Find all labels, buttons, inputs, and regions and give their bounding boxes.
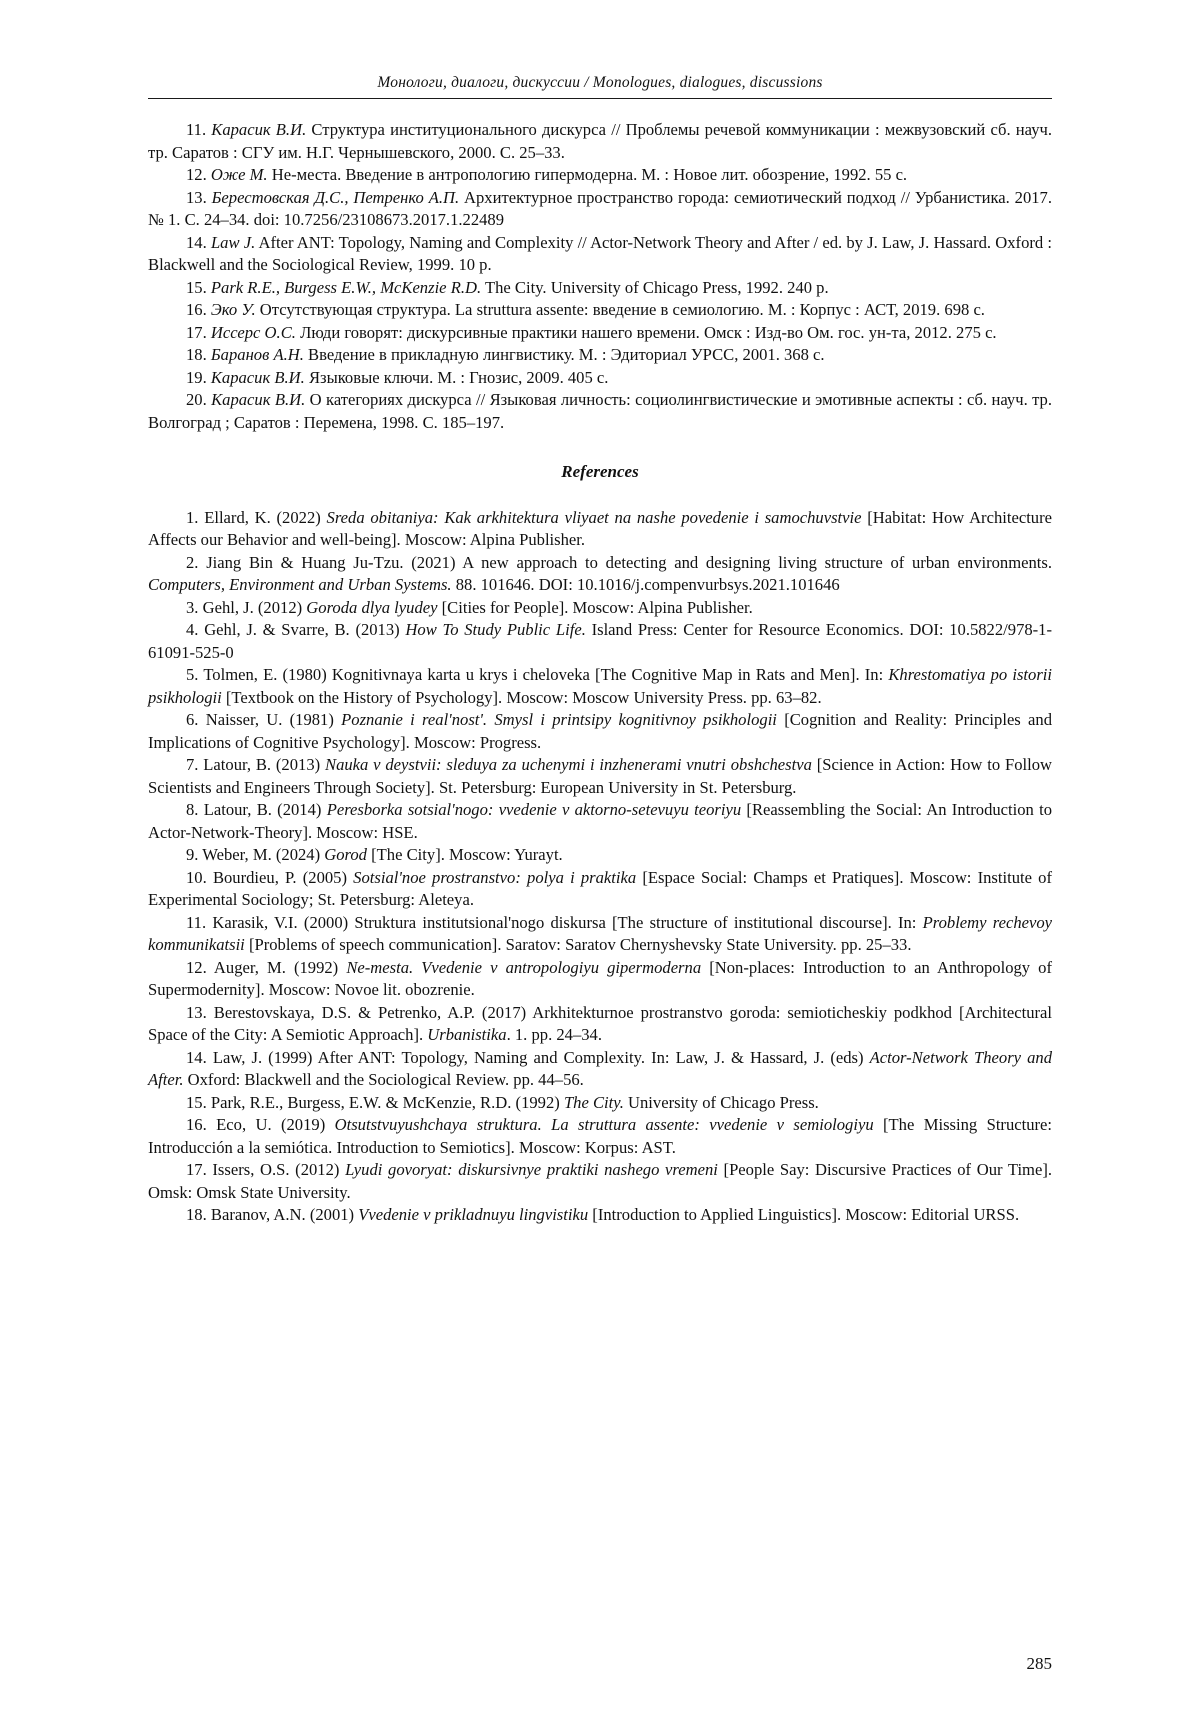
reference-segment: University of Chicago Press. [623, 1092, 819, 1112]
reference-item [148, 232, 1052, 277]
reference-item [148, 1114, 1052, 1159]
reference-segment: Gehl, J. & Svarre, B. (2013) [204, 620, 406, 639]
reference-segment-italic: Карасик В.И. [210, 367, 305, 387]
reference-item [148, 912, 1052, 957]
running-header-title: Монологи, диалоги, дискуссии / Monologues, dialogues, discussions [377, 74, 823, 91]
reference-number: 14. [186, 232, 211, 252]
reference-segment-italic: Ne-mesta. Vvedenie v antropologiyu gipermoderna [346, 957, 702, 977]
reference-item [148, 277, 1052, 300]
reference-segment: Языковые ключи. М. : Гнозис, 2009. 405 с. [304, 367, 609, 387]
reference-item [148, 754, 1052, 799]
reference-number: 11. [186, 912, 213, 932]
reference-item [148, 552, 1052, 597]
reference-item [148, 1159, 1052, 1204]
reference-segment: Latour, B. (2014) [203, 800, 327, 819]
reference-item [148, 119, 1052, 164]
reference-number: 6. [186, 710, 206, 729]
reference-segment: 88. 101646. DOI: 10.1016/j.compenvurbsys.2021.101646 [451, 575, 840, 594]
running-header [0, 0, 1200, 99]
reference-number: 18. [186, 345, 211, 364]
reference-item [148, 1047, 1052, 1092]
reference-segment: Люди говорят: дискурсивные практики нашего времени. Омск : Изд-во Ом. гос. ун-та, 2012. 275 с. [295, 322, 997, 342]
reference-item [148, 664, 1052, 709]
reference-segment-italic: Карасик В.И. [211, 120, 307, 139]
reference-number: 15. [186, 277, 211, 297]
reference-segment: [Problems of speech communication]. Saratov: Saratov Chernyshevsky State University. pp. 25–33. [244, 935, 912, 954]
reference-segment-italic: Law J. [210, 232, 256, 252]
reference-segment: Bourdieu, P. (2005) [212, 867, 354, 887]
reference-item [148, 389, 1052, 434]
reference-segment: [Cities for People]. Moscow: Alpina Publisher. [437, 597, 753, 617]
reference-segment: [Textbook on the History of Psychology]. Moscow: Moscow University Press. pp. 63–82. [221, 687, 822, 707]
reference-number: 18. [186, 1205, 211, 1224]
reference-segment-italic: Баранов А.Н. [210, 345, 304, 364]
reference-number: 5. [186, 665, 204, 684]
reference-item [148, 299, 1052, 322]
reference-number: 13. [186, 1002, 214, 1022]
reference-number: 13. [186, 187, 212, 207]
reference-segment-italic: Карасик В.И. [211, 390, 306, 409]
reference-segment: [Introduction to Applied Linguistics]. Moscow: Editorial URSS. [588, 1205, 1020, 1224]
reference-segment-italic: Urbanistika [427, 1025, 507, 1044]
reference-number: 12. [186, 957, 214, 977]
reference-number: 17. [186, 322, 211, 342]
reference-segment-italic: Gorod [324, 845, 367, 864]
reference-segment: [Reassembling the Social: An Introduction to Actor-Network-Theory]. Moscow: HSE. [148, 800, 1053, 842]
reference-number: 19. [186, 367, 211, 387]
reference-segment: Law, J. (1999) After ANT: Topology, Naming and Complexity. In: Law, J. & Hassard, J. (eds) [212, 1047, 870, 1067]
reference-segment-italic: Goroda dlya lyudey [306, 597, 438, 617]
reference-item [148, 1204, 1052, 1227]
reference-segment-italic: Эко У. [210, 300, 256, 319]
reference-number: 12. [186, 165, 211, 184]
reference-item [148, 187, 1052, 232]
reference-segment: Issers, O.S. (2012) [212, 1160, 346, 1179]
reference-number: 20. [186, 390, 212, 409]
reference-segment: [The Missing Structure: Introducción a la semiótica. Introduction to Semiotics]. Moscow: Korpus: AST. [148, 1115, 1053, 1157]
reference-segment: [People Say: Discursive Practices of Our Time]. Omsk: Omsk State University. [148, 1160, 1053, 1202]
reference-segment-italic: Sreda obitaniya: Kak arkhitektura vliyaet na nashe povedenie i samochuvstvie [326, 507, 862, 527]
reference-segment-italic: Computers, Environment and Urban Systems. [148, 575, 452, 594]
reference-number: 16. [186, 1115, 217, 1134]
reference-segment-italic: Khrestomatiya po istorii psikhologii [148, 665, 1052, 707]
reference-number: 15. [186, 1092, 211, 1112]
reference-segment: Island Press: Center for Resource Economics. DOI: 10.5822/978-1-61091-525-0 [148, 620, 1053, 662]
reference-segment-italic: Peresborka sotsial'nogo: vvedenie v aktorno-setevuyu teoriyu [326, 800, 742, 819]
reference-number: 9. [186, 845, 203, 864]
reference-segment: [Cognition and Reality: Principles and Implications of Cognitive Psychology]. Moscow: Progress. [148, 710, 1052, 752]
reference-segment: Jiang Bin & Huang Ju-Tzu. (2021) A new approach to detecting and designing living structure of urban environments. [206, 552, 1053, 572]
reference-item [148, 799, 1052, 844]
reference-item [148, 1092, 1052, 1115]
reference-item [148, 867, 1052, 912]
reference-number: 7. [186, 755, 204, 774]
reference-item [148, 367, 1052, 390]
reference-segment-italic: Poznanie i real'nost'. Smysl i printsipy kognitivnoy psikhologii [341, 710, 777, 729]
reference-segment: Eco, U. (2019) [216, 1115, 335, 1134]
reference-segment: After ANT: Topology, Naming and Complexity // Actor-Network Theory and After / ed. by J. Law, J. Hassard. Oxford : Blackwell and the Sociological Review, 1999. 10 p. [148, 232, 1052, 274]
reference-segment: Tolmen, E. (1980) Kognitivnaya karta u krys i cheloveka [The Cognitive Map in Rats and Men]. In: [203, 665, 889, 684]
reference-segment: Введение в прикладную лингвистику. М. : Эдиториал УРСС, 2001. 368 с. [303, 345, 825, 364]
reference-segment: [Science in Action: How to Follow Scientists and Engineers Through Society]. St. Petersburg: European University in St. Petersburg. [148, 755, 1052, 797]
reference-number: 10. [186, 867, 213, 887]
references-heading: References [561, 462, 639, 481]
reference-segment-italic: Actor-Network Theory and After. [148, 1047, 1052, 1089]
reference-segment: Baranov, A.N. (2001) [210, 1205, 359, 1224]
reference-segment: [The City]. Moscow: Yurayt. [366, 845, 563, 864]
reference-item [148, 344, 1052, 367]
reference-number: 1. [186, 507, 205, 527]
reference-segment: Weber, M. (2024) [202, 845, 325, 864]
reference-segment: Gehl, J. (2012) [202, 597, 307, 617]
reference-number: 2. [186, 552, 207, 572]
reference-segment: Структура институционального дискурса // Проблемы речевой коммуникации : межвузовский сб. науч. тр. Саратов : СГУ им. Н.Г. Чернышевского, 2000. С. 25–33. [148, 120, 1052, 162]
reference-number: 4. [186, 620, 205, 639]
reference-segment-italic: Оже М. [210, 165, 268, 184]
reference-item [148, 1002, 1052, 1047]
reference-segment-italic: How To Study Public Life. [405, 620, 586, 639]
reference-segment: Oxford: Blackwell and the Sociological Review. pp. 44–56. [183, 1070, 584, 1089]
reference-segment-italic: Otsutstvuyushchaya struktura. La struttura assente: vvedenie v semiologiyu [334, 1115, 874, 1134]
english-references-section [148, 507, 1052, 1227]
reference-segment: The City. University of Chicago Press, 1992. 240 p. [481, 277, 829, 297]
reference-segment: Auger, M. (1992) [213, 957, 347, 977]
reference-segment-italic: Lyudi govoryat: diskursivnye praktiki nashego vremeni [345, 1160, 718, 1179]
reference-segment: Не-места. Введение в антропологию гипермодерна. М. : Новое лит. обозрение, 1992. 55 с. [267, 165, 908, 184]
reference-segment: . 1. pp. 24–34. [506, 1025, 602, 1044]
reference-item [148, 507, 1052, 552]
reference-item [148, 957, 1052, 1002]
reference-number: 14. [186, 1047, 213, 1067]
reference-item [148, 164, 1052, 187]
reference-item [148, 844, 1052, 867]
reference-segment: Berestovskaya, D.S. & Petrenko, A.P. (2017) Arkhitekturnoe prostranstvo goroda: semioticheskiy podkhod [Architectural Space of the City: A Semiotic Approach]. [148, 1002, 1053, 1044]
reference-segment: [Habitat: How Architecture Affects our Behavior and well-being]. Moscow: Alpina Publisher. [148, 507, 1052, 549]
reference-segment-italic: Nauka v deystvii: sleduya za uchenymi i inzhenerami vnutri obshchestva [325, 755, 812, 774]
reference-segment-italic: Sotsial'noe prostranstvo: polya i praktika [353, 867, 637, 887]
reference-number: 11. [186, 120, 212, 139]
reference-segment-italic: Иссерс О.С. [210, 322, 296, 342]
reference-segment: Naisser, U. (1981) [205, 710, 342, 729]
reference-segment: Ellard, K. (2022) [204, 507, 327, 527]
reference-segment-italic: Problemy rechevoy kommunikatsii [148, 912, 1053, 954]
reference-segment: Отсутствующая структура. La struttura assente: введение в семиологию. М. : Корпус : АСТ, 2019. 698 с. [255, 300, 985, 319]
reference-segment: Park, R.E., Burgess, E.W. & McKenzie, R.D. (1992) [210, 1092, 564, 1112]
reference-segment-italic: Vvedenie v prikladnuyu lingvistiku [358, 1205, 589, 1224]
reference-number: 3. [186, 597, 203, 617]
reference-segment-italic: Берестовская Д.С., Петренко А.П. [211, 187, 460, 207]
reference-segment: О категориях дискурса // Языковая личность: социолингвистические и эмотивные аспекты : сб. науч. тр. Волгоград ; Саратов : Перемена, 1998. С. 185–197. [148, 390, 1053, 432]
reference-segment-italic: Park R.E., Burgess E.W., McKenzie R.D. [210, 277, 482, 297]
reference-number: 8. [186, 800, 204, 819]
reference-segment: [Espace Social: Champs et Pratiques]. Moscow: Institute of Experimental Sociology; St. Petersburg: Aleteya. [148, 867, 1052, 909]
russian-references-section [148, 119, 1052, 434]
reference-number: 17. [186, 1160, 213, 1179]
reference-segment: Latour, B. (2013) [203, 755, 325, 774]
reference-item [148, 709, 1052, 754]
reference-item [148, 619, 1052, 664]
reference-segment: Karasik, V.I. (2000) Struktura institutsional'nogo diskursa [The structure of institutional discourse]. In: [212, 912, 923, 932]
reference-number: 16. [186, 300, 211, 319]
reference-segment: [Non-places: Introduction to an Anthropology of Supermodernity]. Moscow: Novoe lit. obozrenie. [148, 957, 1053, 999]
reference-segment: Архитектурное пространство города: семиотический подход // Урбанистика. 2017. № 1. С. 24–34. doi: 10.7256/23108673.2017.1.22489 [148, 187, 1052, 229]
reference-segment-italic: The City. [563, 1092, 624, 1112]
reference-item [148, 322, 1052, 345]
page-number: 285 [1026, 1654, 1052, 1673]
page-content [0, 99, 1200, 1227]
reference-item [148, 597, 1052, 620]
